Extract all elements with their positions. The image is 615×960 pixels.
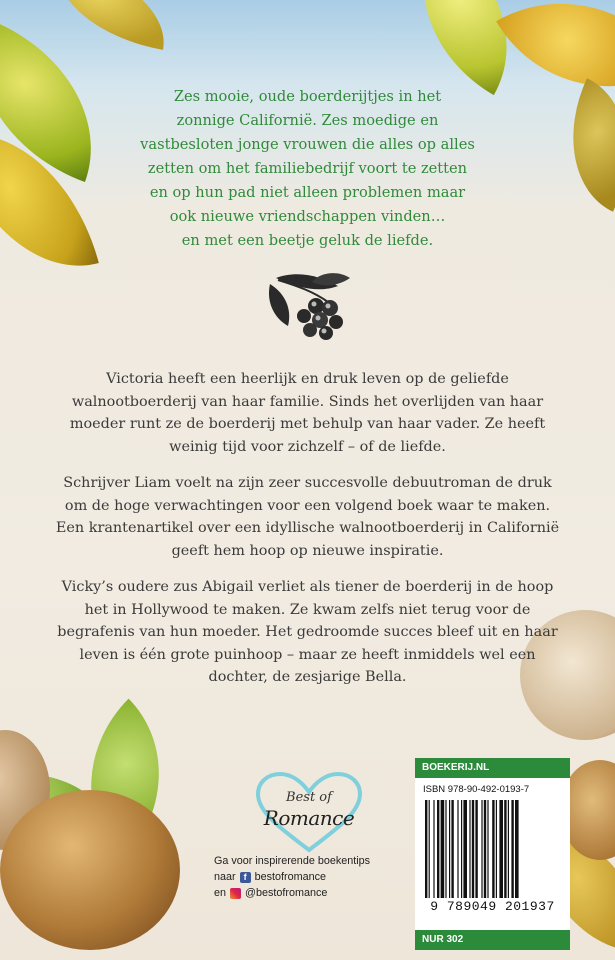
intro-line: zetten om het familiebedrijf voort te zetten <box>147 160 468 177</box>
intro-line: ook nieuwe vriendschappen vinden… <box>169 208 446 225</box>
barcode-bar <box>461 800 462 898</box>
barcode-bar <box>469 800 470 898</box>
barcode-bar <box>515 800 519 898</box>
tips-text: en <box>214 887 227 899</box>
barcode-bar <box>499 800 503 898</box>
barcode-bar <box>457 800 458 898</box>
intro-line: Zes mooie, oude boerderijtjes in het <box>173 88 442 105</box>
barcode-bar <box>484 800 486 898</box>
logo-text-bottom: Romance <box>263 806 355 830</box>
barcode-bar <box>463 800 467 898</box>
barcode-bar <box>437 800 439 898</box>
walnut-branch-icon <box>258 268 358 343</box>
leaf-decoration <box>45 0 175 50</box>
walnut-decoration <box>0 790 180 950</box>
barcode-bar <box>433 800 434 898</box>
leaf-decoration <box>541 78 615 212</box>
best-of-romance-logo <box>250 770 368 856</box>
barcode-bar <box>449 800 450 898</box>
barcode-bar <box>425 800 427 898</box>
intro-line: vastbesloten jonge vrouwen die alles op alles <box>140 136 475 153</box>
synopsis-paragraph: Schrijver Liam voelt na zijn zeer succesvolle debuutroman de druk om de hoge verwachtingen voor een volgend boek waar te maken. Een krantenartikel over een idyllische walnootboerderij in Californië geeft hem hoop op nieuwe inspiratie. <box>55 475 560 559</box>
publisher-label: BOEKERIJ.NL <box>415 758 570 778</box>
barcode-bar <box>508 800 509 898</box>
social-tips <box>214 853 414 901</box>
synopsis-paragraph: Vicky’s oudere zus Abigail verliet als tiener de boerderij in de hoop het in Hollywood te maken. Ze kwam zelfs niet terug voor de begrafenis van hun moeder. Het gedroomde succes bleef uit en haar leven is één grote puinhoop – maar ze heeft inmiddels wel een dochter, de zesjarige Bella. <box>57 579 558 685</box>
instagram-handle[interactable]: @bestofromance <box>245 887 328 899</box>
instagram-icon <box>230 888 241 899</box>
barcode-bar <box>511 800 513 898</box>
barcode-bar <box>429 800 430 898</box>
facebook-icon: f <box>240 872 251 883</box>
barcode-number: 9 789049 201937 <box>430 899 555 914</box>
isbn-text: ISBN 978-90-492-0193-7 <box>423 784 530 795</box>
barcode-bar <box>475 800 477 898</box>
barcode-bar <box>496 800 497 898</box>
facebook-handle[interactable]: bestofromance <box>254 871 327 883</box>
intro-blurb <box>100 85 515 253</box>
tips-text: naar <box>214 871 236 883</box>
barcode-bar <box>451 800 453 898</box>
barcode-bar <box>445 800 446 898</box>
intro-line: en met een beetje geluk de liefde. <box>181 232 434 249</box>
nur-label: NUR 302 <box>415 930 570 950</box>
tips-line <box>214 869 414 885</box>
barcode-bar <box>492 800 494 898</box>
barcode-bars <box>423 800 563 898</box>
logo-text-top: Best of <box>286 790 332 805</box>
barcode-bar <box>472 800 474 898</box>
barcode-bar <box>481 800 482 898</box>
tips-line <box>214 853 414 869</box>
tips-text: Ga voor inspirerende boekentips <box>214 855 371 867</box>
barcode-bar <box>487 800 488 898</box>
tips-line <box>214 885 414 901</box>
barcode-bar <box>504 800 506 898</box>
barcode-panel <box>415 758 570 950</box>
intro-line: zonnige Californië. Zes moedige en <box>176 112 439 129</box>
intro-line: en op hun pad niet alleen problemen maar <box>149 184 466 201</box>
synopsis-paragraph: Victoria heeft een heerlijk en druk leven op de geliefde walnootboerderij van haar familie. Sinds het overlijden van haar moeder runt ze de boerderij met behulp van haar vader. Ze heeft weinig tijd voor zichzelf – of de liefde. <box>69 371 546 455</box>
barcode-bar <box>441 800 445 898</box>
